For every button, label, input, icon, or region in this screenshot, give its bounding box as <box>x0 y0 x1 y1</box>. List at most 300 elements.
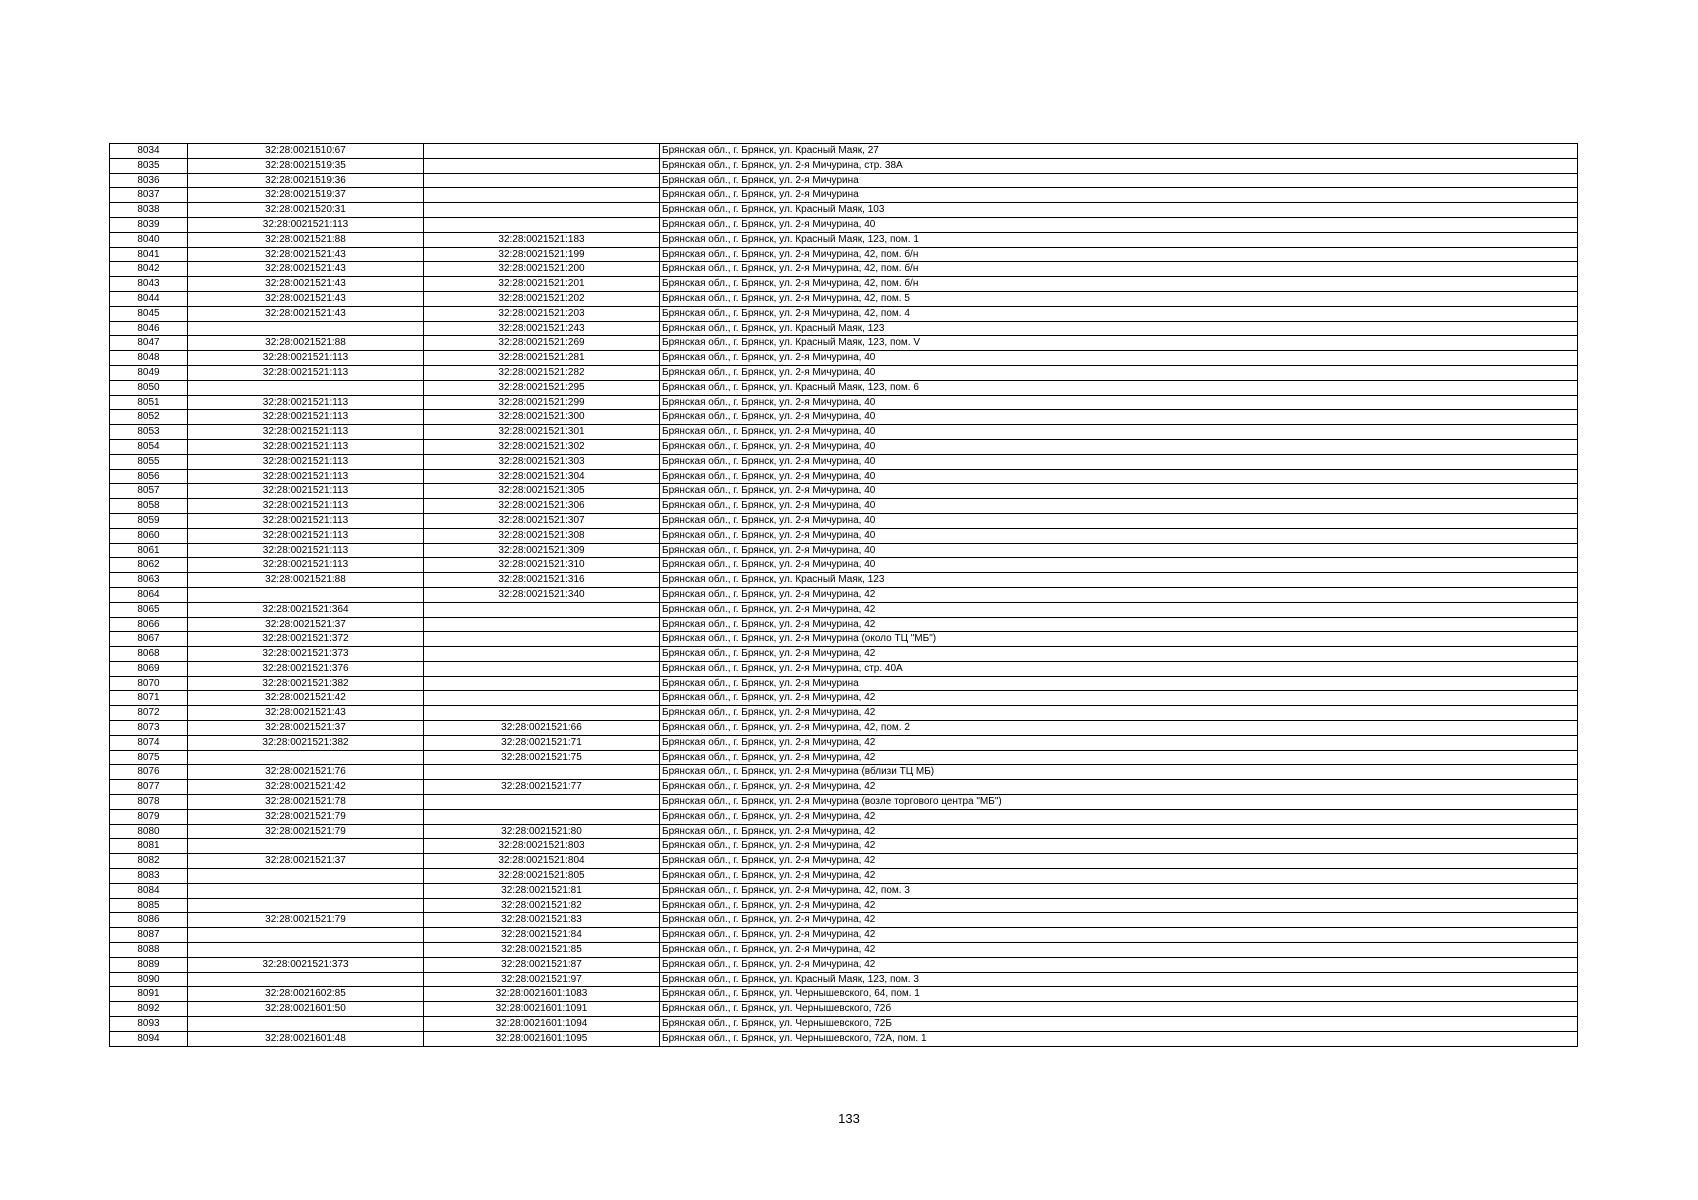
address-cell: Брянская обл., г. Брянск, ул. 2-я Мичурина (около ТЦ "МБ") <box>660 632 1578 647</box>
cadastral-number-cell: 32:28:0021521:80 <box>424 824 660 839</box>
address-cell: Брянская обл., г. Брянск, ул. 2-я Мичурина, 40 <box>660 454 1578 469</box>
parent-cadastral-number-cell: 32:28:0021521:382 <box>188 735 424 750</box>
address-cell: Брянская обл., г. Брянск, ул. 2-я Мичурина, 40 <box>660 395 1578 410</box>
parent-cadastral-number-cell: 32:28:0021521:373 <box>188 647 424 662</box>
row-number-cell: 8052 <box>110 410 188 425</box>
table-row <box>110 721 1578 736</box>
row-number-cell: 8075 <box>110 750 188 765</box>
row-number-cell: 8069 <box>110 661 188 676</box>
cadastral-number-cell <box>424 795 660 810</box>
row-number-cell: 8083 <box>110 869 188 884</box>
row-number-cell: 8036 <box>110 173 188 188</box>
cadastral-number-cell <box>424 617 660 632</box>
address-cell: Брянская обл., г. Брянск, ул. 2-я Мичурина, 40 <box>660 351 1578 366</box>
table-row <box>110 291 1578 306</box>
row-number-cell: 8079 <box>110 809 188 824</box>
address-cell: Брянская обл., г. Брянск, ул. 2-я Мичурина, стр. 38А <box>660 158 1578 173</box>
cadastral-number-cell: 32:28:0021521:199 <box>424 247 660 262</box>
row-number-cell: 8045 <box>110 306 188 321</box>
row-number-cell: 8077 <box>110 780 188 795</box>
table-row <box>110 1002 1578 1017</box>
table-row <box>110 203 1578 218</box>
parent-cadastral-number-cell: 32:28:0021521:78 <box>188 795 424 810</box>
parent-cadastral-number-cell: 32:28:0021521:113 <box>188 351 424 366</box>
table-row <box>110 439 1578 454</box>
parent-cadastral-number-cell: 32:28:0021601:48 <box>188 1031 424 1046</box>
table-row <box>110 277 1578 292</box>
cadastral-number-cell: 32:28:0021521:202 <box>424 291 660 306</box>
address-cell: Брянская обл., г. Брянск, ул. 2-я Мичурина, 42 <box>660 602 1578 617</box>
parent-cadastral-number-cell: 32:28:0021521:113 <box>188 410 424 425</box>
address-cell: Брянская обл., г. Брянск, ул. 2-я Мичурина, 40 <box>660 558 1578 573</box>
cadastral-number-cell: 32:28:0021521:299 <box>424 395 660 410</box>
table-row <box>110 262 1578 277</box>
parent-cadastral-number-cell: 32:28:0021601:50 <box>188 1002 424 1017</box>
cadastral-number-cell: 32:28:0021521:183 <box>424 232 660 247</box>
parent-cadastral-number-cell: 32:28:0021521:37 <box>188 721 424 736</box>
cadastral-number-cell: 32:28:0021521:305 <box>424 484 660 499</box>
cadastral-number-cell: 32:28:0021521:300 <box>424 410 660 425</box>
row-number-cell: 8063 <box>110 573 188 588</box>
address-cell: Брянская обл., г. Брянск, ул. 2-я Мичурина, 42 <box>660 898 1578 913</box>
address-cell: Брянская обл., г. Брянск, ул. 2-я Мичурина, 42 <box>660 869 1578 884</box>
address-cell: Брянская обл., г. Брянск, ул. 2-я Мичурина, 40 <box>660 543 1578 558</box>
cadastral-number-cell: 32:28:0021521:201 <box>424 277 660 292</box>
cadastral-number-cell: 32:28:0021521:304 <box>424 469 660 484</box>
table-row <box>110 158 1578 173</box>
address-cell: Брянская обл., г. Брянск, ул. 2-я Мичурина, 40 <box>660 513 1578 528</box>
parent-cadastral-number-cell: 32:28:0021521:113 <box>188 499 424 514</box>
address-cell: Брянская обл., г. Брянск, ул. 2-я Мичурина, 42 <box>660 943 1578 958</box>
row-number-cell: 8056 <box>110 469 188 484</box>
row-number-cell: 8040 <box>110 232 188 247</box>
row-number-cell: 8065 <box>110 602 188 617</box>
row-number-cell: 8091 <box>110 987 188 1002</box>
registry-table-body <box>110 144 1578 1047</box>
parent-cadastral-number-cell: 32:28:0021521:113 <box>188 425 424 440</box>
row-number-cell: 8084 <box>110 883 188 898</box>
cadastral-number-cell: 32:28:0021521:82 <box>424 898 660 913</box>
row-number-cell: 8050 <box>110 380 188 395</box>
parent-cadastral-number-cell: 32:28:0021521:372 <box>188 632 424 647</box>
cadastral-number-cell: 32:28:0021521:282 <box>424 365 660 380</box>
address-cell: Брянская обл., г. Брянск, ул. 2-я Мичурина, 42, пом. 5 <box>660 291 1578 306</box>
cadastral-number-cell: 32:28:0021521:81 <box>424 883 660 898</box>
address-cell: Брянская обл., г. Брянск, ул. 2-я Мичурина (возле торгового центра "МБ") <box>660 795 1578 810</box>
address-cell: Брянская обл., г. Брянск, ул. 2-я Мичурина, стр. 40А <box>660 661 1578 676</box>
table-row <box>110 306 1578 321</box>
row-number-cell: 8041 <box>110 247 188 262</box>
address-cell: Брянская обл., г. Брянск, ул. Красный Маяк, 123, пом. 6 <box>660 380 1578 395</box>
cadastral-number-cell: 32:28:0021521:303 <box>424 454 660 469</box>
table-row <box>110 602 1578 617</box>
parent-cadastral-number-cell <box>188 587 424 602</box>
cadastral-number-cell <box>424 676 660 691</box>
parent-cadastral-number-cell: 32:28:0021521:373 <box>188 957 424 972</box>
row-number-cell: 8080 <box>110 824 188 839</box>
table-row <box>110 543 1578 558</box>
table-row <box>110 706 1578 721</box>
row-number-cell: 8051 <box>110 395 188 410</box>
parent-cadastral-number-cell: 32:28:0021521:79 <box>188 824 424 839</box>
parent-cadastral-number-cell: 32:28:0021521:88 <box>188 573 424 588</box>
cadastral-number-cell <box>424 203 660 218</box>
table-row <box>110 144 1578 159</box>
parent-cadastral-number-cell: 32:28:0021521:88 <box>188 232 424 247</box>
cadastral-number-cell: 32:28:0021521:83 <box>424 913 660 928</box>
parent-cadastral-number-cell: 32:28:0021521:113 <box>188 543 424 558</box>
parent-cadastral-number-cell: 32:28:0021521:113 <box>188 469 424 484</box>
row-number-cell: 8074 <box>110 735 188 750</box>
parent-cadastral-number-cell: 32:28:0021521:43 <box>188 247 424 262</box>
row-number-cell: 8076 <box>110 765 188 780</box>
cadastral-number-cell: 32:28:0021521:803 <box>424 839 660 854</box>
address-cell: Брянская обл., г. Брянск, ул. Красный Маяк, 123 <box>660 573 1578 588</box>
address-cell: Брянская обл., г. Брянск, ул. Красный Маяк, 123, пом. 1 <box>660 232 1578 247</box>
address-cell: Брянская обл., г. Брянск, ул. 2-я Мичурина, 40 <box>660 410 1578 425</box>
address-cell: Брянская обл., г. Брянск, ул. 2-я Мичурина, 42, пом. 4 <box>660 306 1578 321</box>
row-number-cell: 8062 <box>110 558 188 573</box>
parent-cadastral-number-cell: 32:28:0021521:113 <box>188 365 424 380</box>
row-number-cell: 8071 <box>110 691 188 706</box>
parent-cadastral-number-cell: 32:28:0021521:42 <box>188 780 424 795</box>
table-row <box>110 987 1578 1002</box>
cadastral-number-cell: 32:28:0021521:316 <box>424 573 660 588</box>
row-number-cell: 8089 <box>110 957 188 972</box>
parent-cadastral-number-cell: 32:28:0021521:76 <box>188 765 424 780</box>
address-cell: Брянская обл., г. Брянск, ул. 2-я Мичурина, 42 <box>660 647 1578 662</box>
row-number-cell: 8088 <box>110 943 188 958</box>
address-cell: Брянская обл., г. Брянск, ул. Красный Маяк, 123, пом. 3 <box>660 972 1578 987</box>
page-number: 133 <box>838 1111 860 1126</box>
parent-cadastral-number-cell: 32:28:0021521:113 <box>188 513 424 528</box>
parent-cadastral-number-cell <box>188 1017 424 1032</box>
parent-cadastral-number-cell: 32:28:0021521:43 <box>188 291 424 306</box>
row-number-cell: 8082 <box>110 854 188 869</box>
row-number-cell: 8085 <box>110 898 188 913</box>
cadastral-number-cell: 32:28:0021521:302 <box>424 439 660 454</box>
row-number-cell: 8039 <box>110 217 188 232</box>
cadastral-number-cell: 32:28:0021521:804 <box>424 854 660 869</box>
cadastral-number-cell: 32:28:0021521:281 <box>424 351 660 366</box>
row-number-cell: 8078 <box>110 795 188 810</box>
address-cell: Брянская обл., г. Брянск, ул. Красный Маяк, 123, пом. V <box>660 336 1578 351</box>
address-cell: Брянская обл., г. Брянск, ул. 2-я Мичурина, 42 <box>660 839 1578 854</box>
parent-cadastral-number-cell <box>188 750 424 765</box>
address-cell: Брянская обл., г. Брянск, ул. Красный Маяк, 103 <box>660 203 1578 218</box>
address-cell: Брянская обл., г. Брянск, ул. 2-я Мичурина, 42, пом. б/н <box>660 277 1578 292</box>
table-row <box>110 735 1578 750</box>
row-number-cell: 8048 <box>110 351 188 366</box>
address-cell: Брянская обл., г. Брянск, ул. 2-я Мичурина, 42, пом. б/н <box>660 247 1578 262</box>
cadastral-number-cell <box>424 706 660 721</box>
table-row <box>110 247 1578 262</box>
table-row <box>110 957 1578 972</box>
row-number-cell: 8044 <box>110 291 188 306</box>
table-row <box>110 484 1578 499</box>
table-row <box>110 750 1578 765</box>
row-number-cell: 8086 <box>110 913 188 928</box>
table-row <box>110 809 1578 824</box>
address-cell: Брянская обл., г. Брянск, ул. 2-я Мичурина, 42 <box>660 750 1578 765</box>
parent-cadastral-number-cell <box>188 883 424 898</box>
row-number-cell: 8066 <box>110 617 188 632</box>
cadastral-number-cell <box>424 602 660 617</box>
parent-cadastral-number-cell: 32:28:0021519:36 <box>188 173 424 188</box>
parent-cadastral-number-cell: 32:28:0021521:113 <box>188 484 424 499</box>
row-number-cell: 8053 <box>110 425 188 440</box>
table-row <box>110 898 1578 913</box>
parent-cadastral-number-cell <box>188 869 424 884</box>
table-row <box>110 380 1578 395</box>
parent-cadastral-number-cell: 32:28:0021521:37 <box>188 617 424 632</box>
row-number-cell: 8055 <box>110 454 188 469</box>
address-cell: Брянская обл., г. Брянск, ул. 2-я Мичурина, 40 <box>660 484 1578 499</box>
table-row <box>110 795 1578 810</box>
address-cell: Брянская обл., г. Брянск, ул. 2-я Мичурина, 42, пом. 2 <box>660 721 1578 736</box>
address-cell: Брянская обл., г. Брянск, ул. 2-я Мичурина, 42 <box>660 587 1578 602</box>
row-number-cell: 8081 <box>110 839 188 854</box>
address-cell: Брянская обл., г. Брянск, ул. 2-я Мичурина, 40 <box>660 425 1578 440</box>
row-number-cell: 8049 <box>110 365 188 380</box>
cadastral-number-cell: 32:28:0021601:1091 <box>424 1002 660 1017</box>
address-cell: Брянская обл., г. Брянск, ул. 2-я Мичурина, 42 <box>660 913 1578 928</box>
table-row <box>110 395 1578 410</box>
row-number-cell: 8042 <box>110 262 188 277</box>
table-row <box>110 661 1578 676</box>
table-row <box>110 454 1578 469</box>
address-cell: Брянская обл., г. Брянск, ул. 2-я Мичурина, 42 <box>660 780 1578 795</box>
row-number-cell: 8072 <box>110 706 188 721</box>
row-number-cell: 8087 <box>110 928 188 943</box>
cadastral-number-cell: 32:28:0021601:1095 <box>424 1031 660 1046</box>
parent-cadastral-number-cell: 32:28:0021521:113 <box>188 558 424 573</box>
table-row <box>110 869 1578 884</box>
cadastral-number-cell: 32:28:0021521:309 <box>424 543 660 558</box>
row-number-cell: 8064 <box>110 587 188 602</box>
row-number-cell: 8059 <box>110 513 188 528</box>
address-cell: Брянская обл., г. Брянск, ул. 2-я Мичурина <box>660 188 1578 203</box>
address-cell: Брянская обл., г. Брянск, ул. Чернышевского, 72б <box>660 1002 1578 1017</box>
parent-cadastral-number-cell: 32:28:0021521:113 <box>188 395 424 410</box>
parent-cadastral-number-cell: 32:28:0021519:37 <box>188 188 424 203</box>
parent-cadastral-number-cell <box>188 972 424 987</box>
parent-cadastral-number-cell <box>188 839 424 854</box>
table-row <box>110 765 1578 780</box>
table-row <box>110 351 1578 366</box>
address-cell: Брянская обл., г. Брянск, ул. 2-я Мичурина, 40 <box>660 528 1578 543</box>
parent-cadastral-number-cell: 32:28:0021521:79 <box>188 913 424 928</box>
table-row <box>110 943 1578 958</box>
table-row <box>110 513 1578 528</box>
address-cell: Брянская обл., г. Брянск, ул. 2-я Мичурина <box>660 173 1578 188</box>
address-cell: Брянская обл., г. Брянск, ул. 2-я Мичурина, 40 <box>660 469 1578 484</box>
table-row <box>110 913 1578 928</box>
address-cell: Брянская обл., г. Брянск, ул. 2-я Мичурина, 42 <box>660 809 1578 824</box>
parent-cadastral-number-cell: 32:28:0021602:85 <box>188 987 424 1002</box>
table-row <box>110 676 1578 691</box>
table-row <box>110 425 1578 440</box>
address-cell: Брянская обл., г. Брянск, ул. 2-я Мичурина, 40 <box>660 365 1578 380</box>
address-cell: Брянская обл., г. Брянск, ул. 2-я Мичурина, 42 <box>660 617 1578 632</box>
address-cell: Брянская обл., г. Брянск, ул. 2-я Мичурина, 42, пом. 3 <box>660 883 1578 898</box>
row-number-cell: 8094 <box>110 1031 188 1046</box>
table-row <box>110 558 1578 573</box>
parent-cadastral-number-cell <box>188 928 424 943</box>
parent-cadastral-number-cell: 32:28:0021521:37 <box>188 854 424 869</box>
table-row <box>110 632 1578 647</box>
cadastral-number-cell: 32:28:0021521:75 <box>424 750 660 765</box>
parent-cadastral-number-cell: 32:28:0021521:43 <box>188 306 424 321</box>
address-cell: Брянская обл., г. Брянск, ул. 2-я Мичурина, 42 <box>660 735 1578 750</box>
parent-cadastral-number-cell: 32:28:0021521:364 <box>188 602 424 617</box>
address-cell: Брянская обл., г. Брянск, ул. 2-я Мичурина, 42 <box>660 691 1578 706</box>
parent-cadastral-number-cell <box>188 943 424 958</box>
cadastral-number-cell: 32:28:0021521:66 <box>424 721 660 736</box>
row-number-cell: 8054 <box>110 439 188 454</box>
row-number-cell: 8093 <box>110 1017 188 1032</box>
parent-cadastral-number-cell: 32:28:0021510:67 <box>188 144 424 159</box>
cadastral-registry-table <box>109 143 1578 1047</box>
cadastral-number-cell: 32:28:0021521:97 <box>424 972 660 987</box>
row-number-cell: 8090 <box>110 972 188 987</box>
table-row <box>110 647 1578 662</box>
cadastral-number-cell: 32:28:0021521:87 <box>424 957 660 972</box>
row-number-cell: 8073 <box>110 721 188 736</box>
address-cell: Брянская обл., г. Брянск, ул. Красный Маяк, 27 <box>660 144 1578 159</box>
parent-cadastral-number-cell: 32:28:0021521:376 <box>188 661 424 676</box>
table-row <box>110 928 1578 943</box>
table-row <box>110 883 1578 898</box>
cadastral-number-cell: 32:28:0021521:77 <box>424 780 660 795</box>
row-number-cell: 8057 <box>110 484 188 499</box>
cadastral-number-cell <box>424 647 660 662</box>
table-row <box>110 573 1578 588</box>
row-number-cell: 8070 <box>110 676 188 691</box>
address-cell: Брянская обл., г. Брянск, ул. 2-я Мичурина, 42 <box>660 854 1578 869</box>
table-row <box>110 499 1578 514</box>
address-cell: Брянская обл., г. Брянск, ул. 2-я Мичурина, 40 <box>660 439 1578 454</box>
address-cell: Брянская обл., г. Брянск, ул. Чернышевского, 72Б <box>660 1017 1578 1032</box>
cadastral-number-cell: 32:28:0021521:310 <box>424 558 660 573</box>
table-row <box>110 410 1578 425</box>
cadastral-number-cell <box>424 765 660 780</box>
cadastral-number-cell <box>424 188 660 203</box>
parent-cadastral-number-cell: 32:28:0021521:113 <box>188 217 424 232</box>
table-row <box>110 469 1578 484</box>
cadastral-number-cell: 32:28:0021521:243 <box>424 321 660 336</box>
table-row <box>110 824 1578 839</box>
address-cell: Брянская обл., г. Брянск, ул. Чернышевского, 72А, пом. 1 <box>660 1031 1578 1046</box>
cadastral-number-cell: 32:28:0021521:340 <box>424 587 660 602</box>
cadastral-number-cell: 32:28:0021601:1083 <box>424 987 660 1002</box>
table-row <box>110 232 1578 247</box>
cadastral-number-cell: 32:28:0021521:308 <box>424 528 660 543</box>
table-row <box>110 173 1578 188</box>
address-cell: Брянская обл., г. Брянск, ул. 2-я Мичурина <box>660 676 1578 691</box>
cadastral-number-cell: 32:28:0021521:307 <box>424 513 660 528</box>
row-number-cell: 8047 <box>110 336 188 351</box>
table-row <box>110 1017 1578 1032</box>
cadastral-number-cell: 32:28:0021521:85 <box>424 943 660 958</box>
cadastral-number-cell <box>424 691 660 706</box>
row-number-cell: 8034 <box>110 144 188 159</box>
row-number-cell: 8038 <box>110 203 188 218</box>
parent-cadastral-number-cell: 32:28:0021521:42 <box>188 691 424 706</box>
table-row <box>110 972 1578 987</box>
table-row <box>110 336 1578 351</box>
parent-cadastral-number-cell: 32:28:0021520:31 <box>188 203 424 218</box>
cadastral-number-cell: 32:28:0021521:301 <box>424 425 660 440</box>
parent-cadastral-number-cell: 32:28:0021521:88 <box>188 336 424 351</box>
address-cell: Брянская обл., г. Брянск, ул. 2-я Мичурина, 40 <box>660 499 1578 514</box>
parent-cadastral-number-cell: 32:28:0021521:113 <box>188 439 424 454</box>
address-cell: Брянская обл., г. Брянск, ул. 2-я Мичурина, 40 <box>660 217 1578 232</box>
cadastral-number-cell <box>424 173 660 188</box>
cadastral-number-cell: 32:28:0021521:805 <box>424 869 660 884</box>
table-row <box>110 617 1578 632</box>
cadastral-number-cell <box>424 632 660 647</box>
table-row <box>110 188 1578 203</box>
address-cell: Брянская обл., г. Брянск, ул. 2-я Мичурина, 42, пом. б/н <box>660 262 1578 277</box>
table-row <box>110 587 1578 602</box>
cadastral-number-cell <box>424 661 660 676</box>
address-cell: Брянская обл., г. Брянск, ул. 2-я Мичурина, 42 <box>660 928 1578 943</box>
table-row <box>110 528 1578 543</box>
row-number-cell: 8058 <box>110 499 188 514</box>
cadastral-number-cell: 32:28:0021601:1094 <box>424 1017 660 1032</box>
row-number-cell: 8068 <box>110 647 188 662</box>
cadastral-number-cell: 32:28:0021521:269 <box>424 336 660 351</box>
cadastral-number-cell: 32:28:0021521:71 <box>424 735 660 750</box>
cadastral-number-cell: 32:28:0021521:84 <box>424 928 660 943</box>
parent-cadastral-number-cell <box>188 898 424 913</box>
parent-cadastral-number-cell: 32:28:0021519:35 <box>188 158 424 173</box>
table-row <box>110 854 1578 869</box>
address-cell: Брянская обл., г. Брянск, ул. Чернышевского, 64, пом. 1 <box>660 987 1578 1002</box>
cadastral-number-cell: 32:28:0021521:306 <box>424 499 660 514</box>
row-number-cell: 8092 <box>110 1002 188 1017</box>
address-cell: Брянская обл., г. Брянск, ул. Красный Маяк, 123 <box>660 321 1578 336</box>
cadastral-number-cell: 32:28:0021521:203 <box>424 306 660 321</box>
table-row <box>110 365 1578 380</box>
row-number-cell: 8046 <box>110 321 188 336</box>
table-row <box>110 780 1578 795</box>
parent-cadastral-number-cell <box>188 380 424 395</box>
cadastral-number-cell: 32:28:0021521:295 <box>424 380 660 395</box>
cadastral-number-cell: 32:28:0021521:200 <box>424 262 660 277</box>
address-cell: Брянская обл., г. Брянск, ул. 2-я Мичурина, 42 <box>660 824 1578 839</box>
parent-cadastral-number-cell: 32:28:0021521:113 <box>188 454 424 469</box>
parent-cadastral-number-cell: 32:28:0021521:43 <box>188 262 424 277</box>
parent-cadastral-number-cell <box>188 321 424 336</box>
parent-cadastral-number-cell: 32:28:0021521:113 <box>188 528 424 543</box>
parent-cadastral-number-cell: 32:28:0021521:43 <box>188 706 424 721</box>
parent-cadastral-number-cell: 32:28:0021521:382 <box>188 676 424 691</box>
table-row <box>110 839 1578 854</box>
parent-cadastral-number-cell: 32:28:0021521:79 <box>188 809 424 824</box>
row-number-cell: 8060 <box>110 528 188 543</box>
table-row <box>110 691 1578 706</box>
cadastral-number-cell <box>424 217 660 232</box>
parent-cadastral-number-cell: 32:28:0021521:43 <box>188 277 424 292</box>
address-cell: Брянская обл., г. Брянск, ул. 2-я Мичурина, 42 <box>660 706 1578 721</box>
table-row <box>110 1031 1578 1046</box>
row-number-cell: 8061 <box>110 543 188 558</box>
row-number-cell: 8043 <box>110 277 188 292</box>
row-number-cell: 8037 <box>110 188 188 203</box>
row-number-cell: 8067 <box>110 632 188 647</box>
